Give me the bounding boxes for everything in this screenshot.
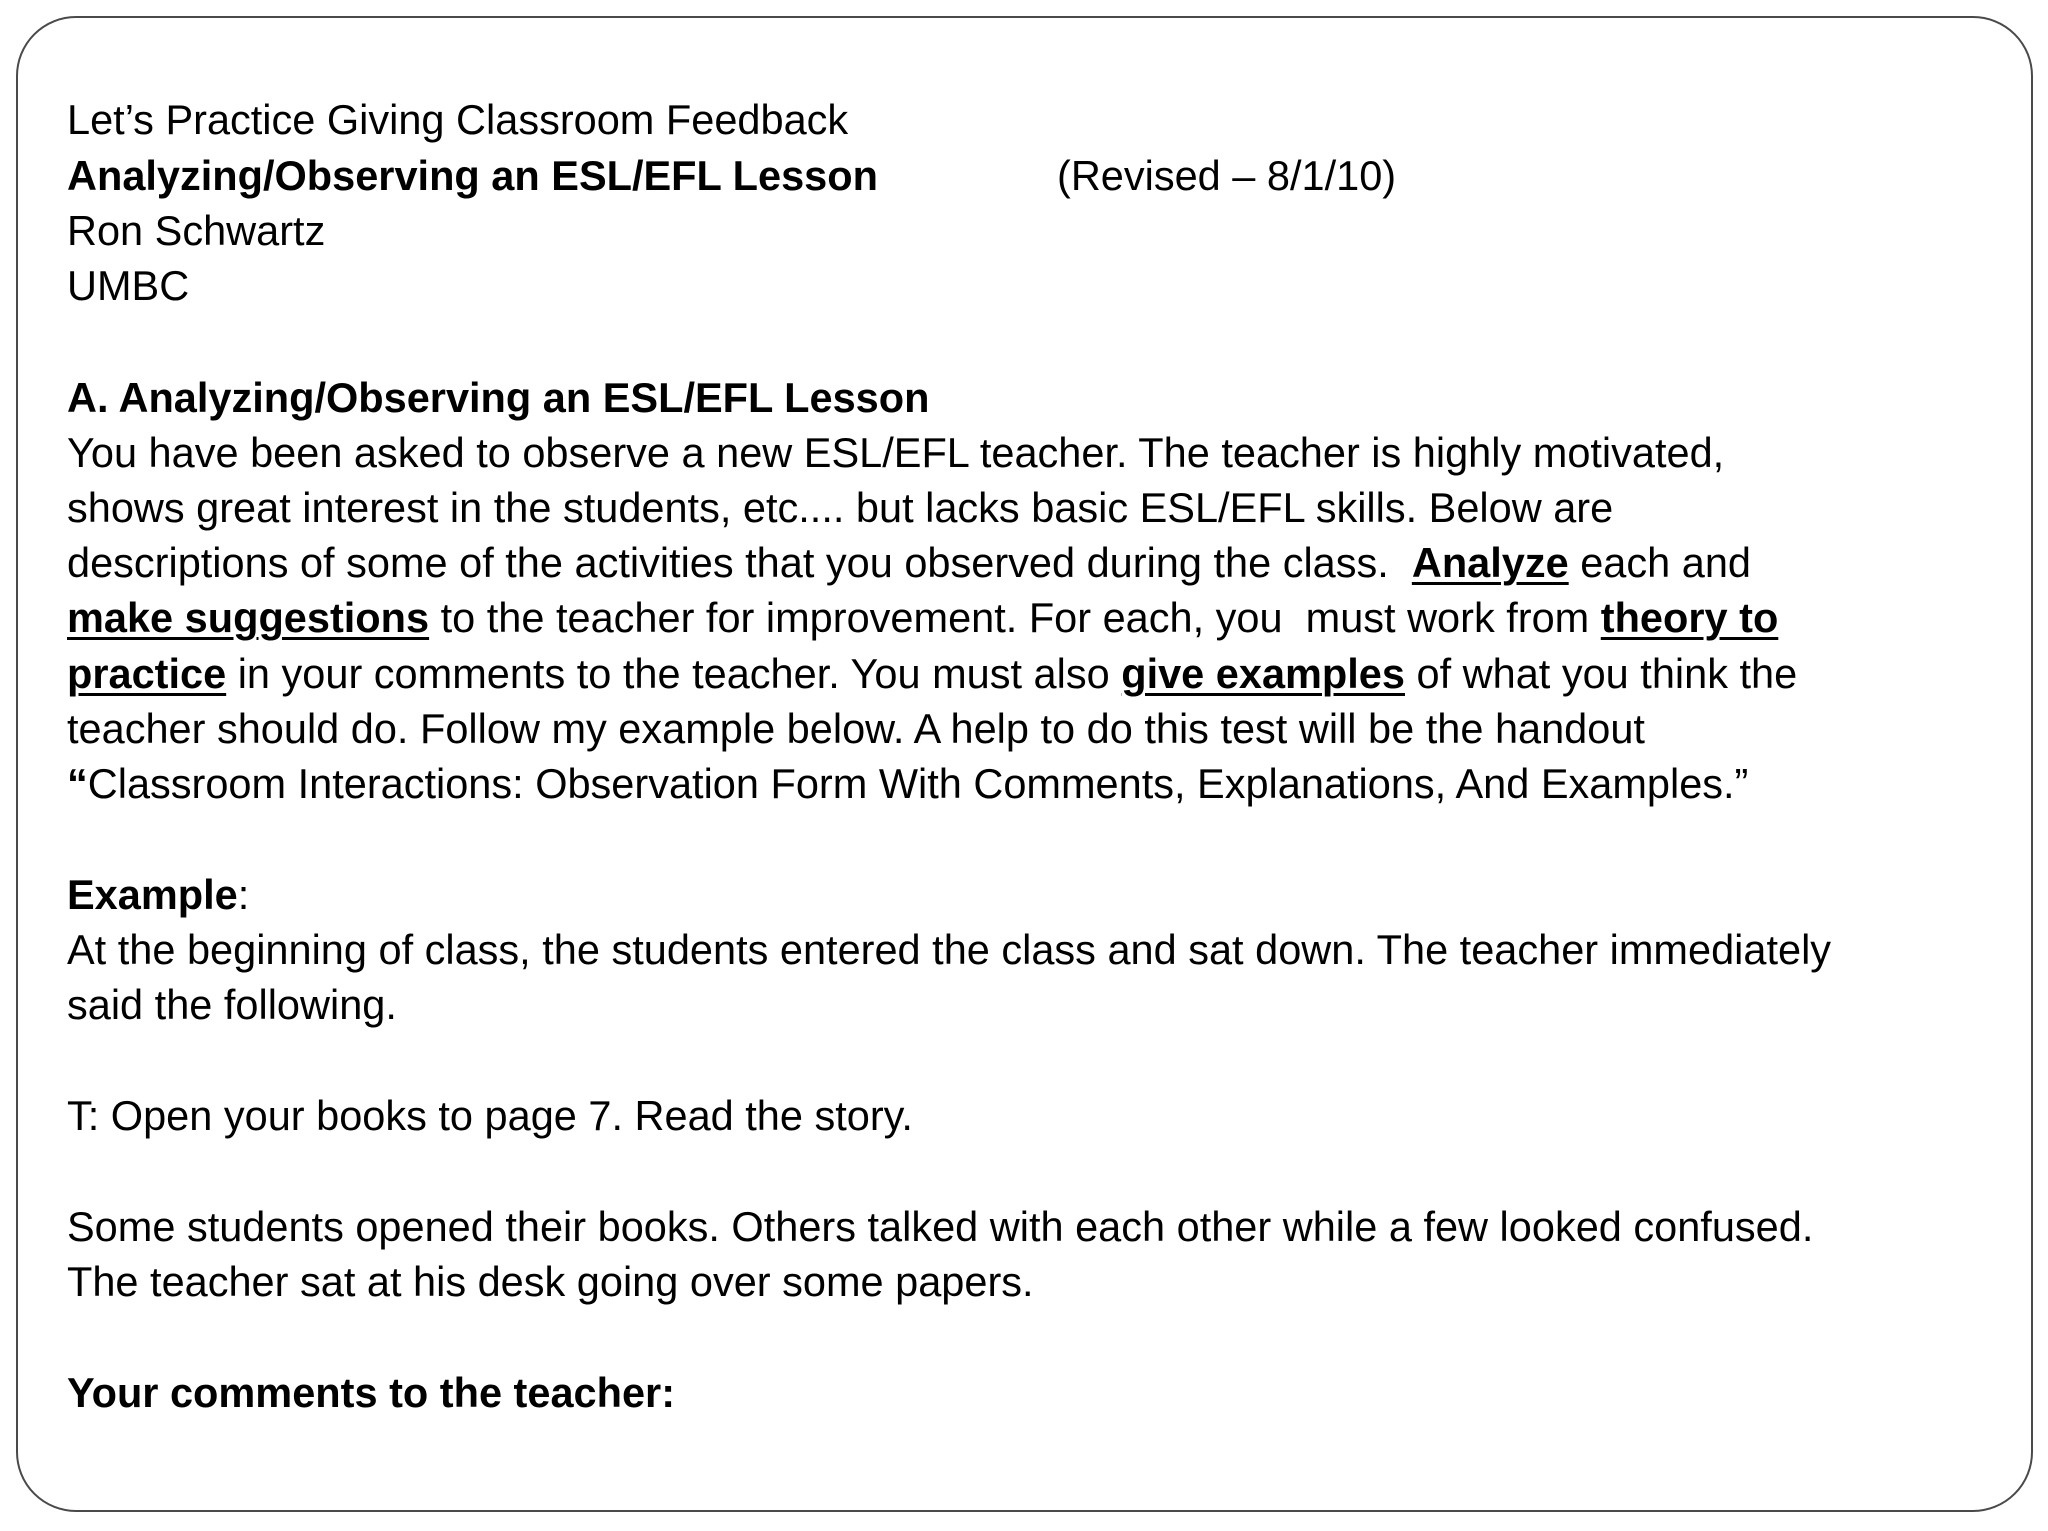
author-text: Ron Schwartz	[67, 207, 326, 254]
paragraph-text: each and	[1568, 539, 1751, 586]
paragraph-text: to the teacher for improvement. For each, you must work from	[429, 594, 1601, 641]
section-a-heading	[67, 370, 929, 426]
paragraph-line-2	[67, 480, 1613, 536]
paragraph-text: You have been asked to observe a new ESL/EFL teacher. The teacher is highly motivated,	[67, 429, 1725, 476]
paragraph-line-5	[67, 646, 1797, 702]
paragraph-line-6	[67, 701, 1645, 757]
emphasis-analyze: Analyze	[1411, 539, 1569, 586]
example-text: Some students opened their books. Others talked with each other while a few looked confused.	[67, 1203, 1814, 1250]
example-line-4	[67, 1254, 1034, 1310]
example-label: Example	[67, 871, 238, 918]
document-title	[67, 92, 848, 148]
paragraph-line-7	[67, 756, 1748, 812]
comments-prompt	[67, 1365, 675, 1421]
institution-name	[67, 258, 189, 314]
paragraph-text: in your comments to the teacher. You must also	[226, 650, 1122, 697]
example-text: The teacher sat at his desk going over some papers.	[67, 1258, 1034, 1305]
paragraph-text: of what you think the	[1404, 650, 1798, 697]
handout-title: Classroom Interactions: Observation Form With Comments, Explanations, And Examples.”	[87, 760, 1749, 807]
paragraph-line-1	[67, 425, 1724, 481]
emphasis-give-examples: give examples	[1121, 650, 1405, 697]
teacher-quote	[67, 1088, 913, 1144]
title-line: Let’s Practice Giving Classroom Feedback	[67, 96, 849, 143]
comments-prompt-text: Your comments to the teacher:	[67, 1369, 676, 1416]
example-line-2	[67, 977, 397, 1033]
open-quote: “	[67, 760, 88, 807]
example-text: At the beginning of class, the students entered the class and sat down. The teacher immediately	[67, 926, 1832, 973]
example-line-1	[67, 922, 1831, 978]
paragraph-text: shows great interest in the students, etc.... but lacks basic ESL/EFL skills. Below are	[67, 484, 1614, 531]
revision-date: (Revised – 8/1/10)	[1057, 152, 1397, 199]
institution-text: UMBC	[67, 262, 190, 309]
example-line-3	[67, 1199, 1813, 1255]
subtitle-line	[67, 148, 1867, 204]
paragraph-text: teacher should do. Follow my example below. A help to do this test will be the handout	[67, 705, 1645, 752]
teacher-quote-text: T: Open your books to page 7. Read the story.	[67, 1092, 913, 1139]
emphasis-make-suggestions: make suggestions	[67, 594, 430, 641]
emphasis-theory-to: theory to	[1600, 594, 1779, 641]
emphasis-practice: practice	[67, 650, 227, 697]
paragraph-text: descriptions of some of the activities that you observed during the class.	[67, 539, 1412, 586]
example-label-line	[67, 867, 249, 923]
example-text: said the following.	[67, 981, 397, 1028]
paragraph-line-4	[67, 590, 1778, 646]
subtitle-text: Analyzing/Observing an ESL/EFL Lesson	[67, 152, 878, 199]
paragraph-line-3	[67, 535, 1751, 591]
example-colon: :	[237, 871, 250, 918]
author-name	[67, 203, 325, 259]
section-a-heading-text: A. Analyzing/Observing an ESL/EFL Lesson	[67, 374, 930, 421]
